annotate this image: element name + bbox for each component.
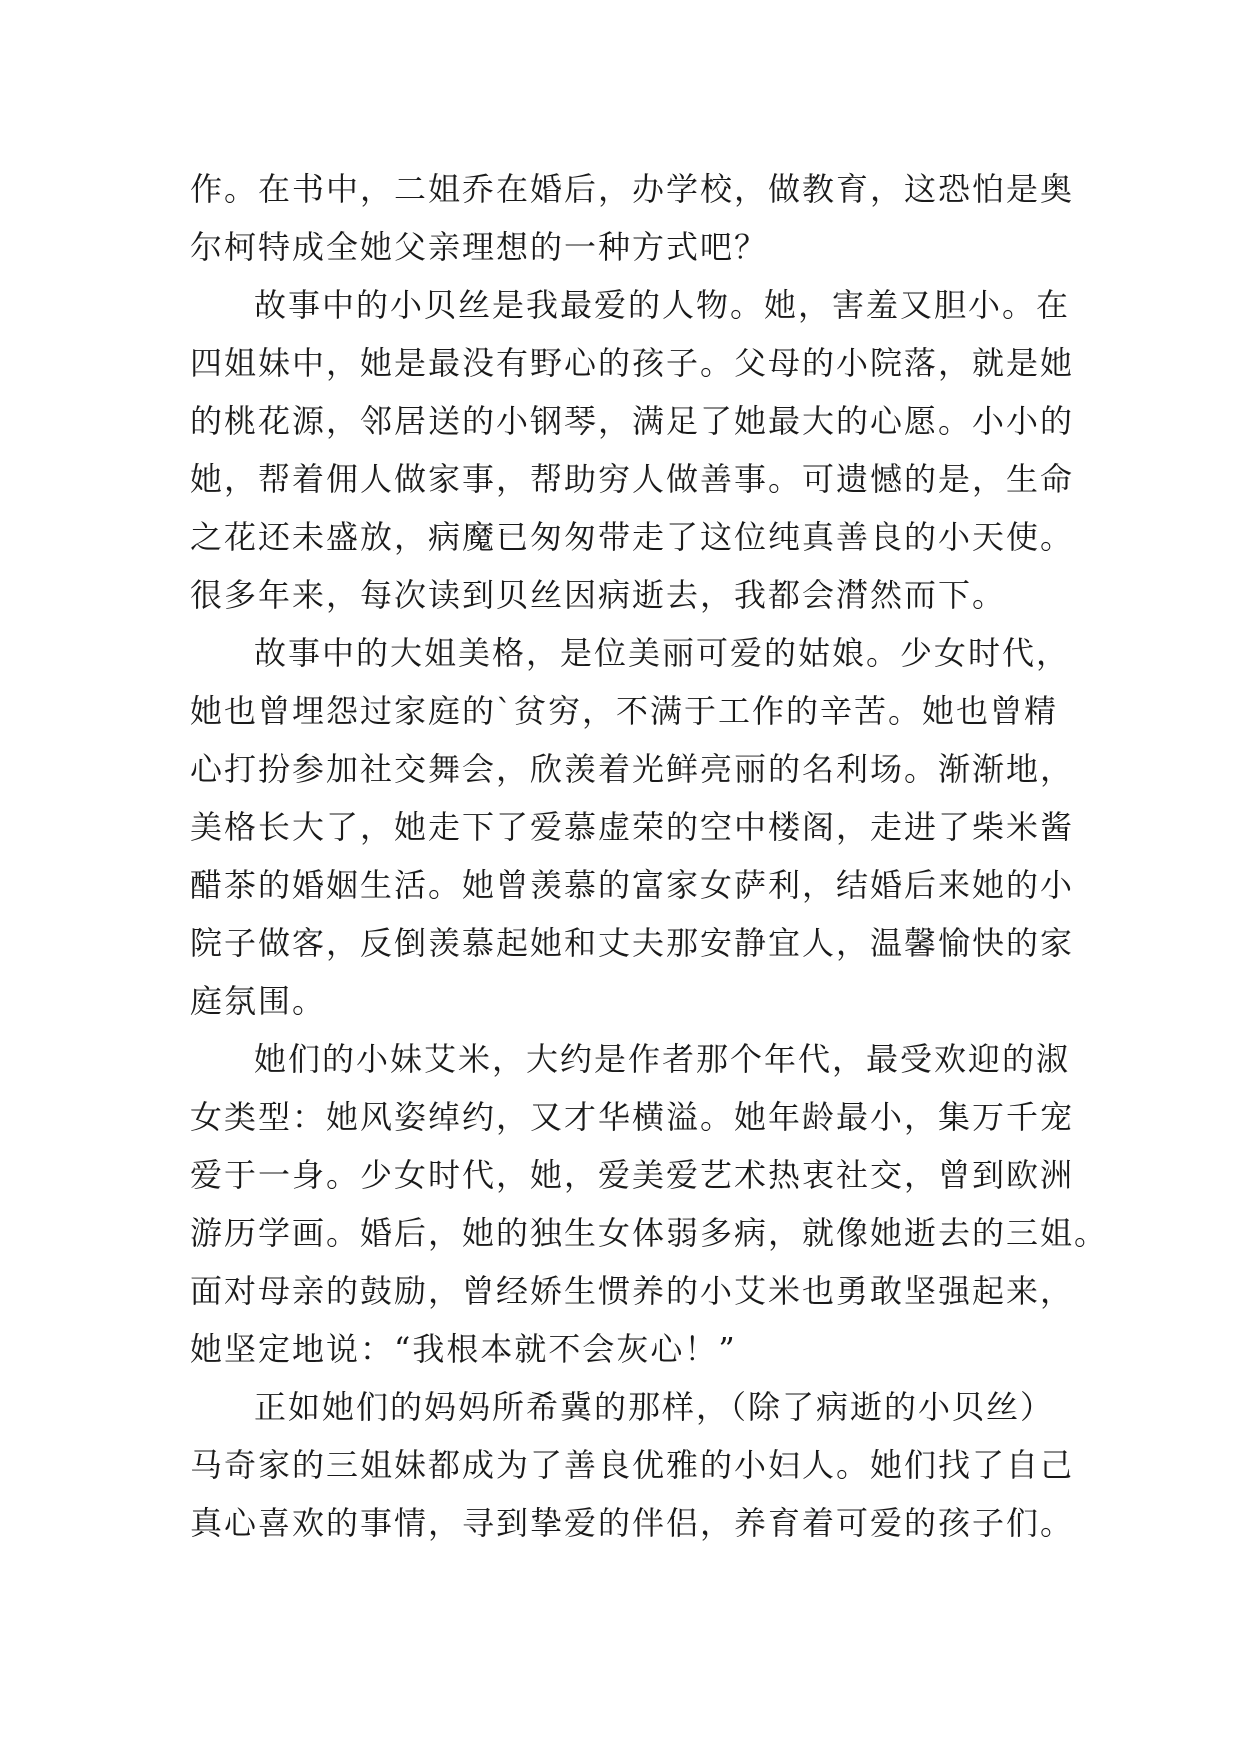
text-line: 心打扮参加社交舞会，欣羡着光鲜亮丽的名利场。渐渐地，	[190, 750, 1075, 788]
text-line: 故事中的小贝丝是我最爱的人物。她，害羞又胆小。在	[254, 286, 1071, 324]
text-line: 真心喜欢的事情，寻到挚爱的伴侣，养育着可爱的孩子们。	[190, 1504, 1075, 1542]
document-body	[190, 160, 1109, 1552]
text-line: 的桃花源，邻居送的小钢琴，满足了她最大的心愿。小小的	[190, 402, 1075, 440]
text-line: 她也曾埋怨过家庭的`贫穷，不满于工作的辛苦。她也曾精	[190, 692, 1059, 730]
text-line: 庭氛围。	[190, 982, 327, 1020]
text-line: 美格长大了，她走下了爱慕虚荣的空中楼阁，走进了柴米酱	[190, 808, 1075, 846]
text-line: 之花还未盛放，病魔已匆匆带走了这位纯真善良的小天使。	[190, 518, 1075, 556]
text-line: 正如她们的妈妈所希冀的那样，（除了病逝的小贝丝）	[254, 1388, 1055, 1426]
text-line: 四姐妹中，她是最没有野心的孩子。父母的小院落，就是她	[190, 344, 1075, 382]
text-line: 马奇家的三姐妹都成为了善良优雅的小妇人。她们找了自己	[190, 1446, 1075, 1484]
text-line: 很多年来，每次读到贝丝因病逝去，我都会潸然而下。	[190, 576, 1007, 614]
text-line: 她，帮着佣人做家事，帮助穷人做善事。可遗憾的是，生命	[190, 460, 1075, 498]
text-line: 她坚定地说：“我根本就不会灰心！”	[190, 1330, 737, 1368]
text-line: 院子做客，反倒羡慕起她和丈夫那安静宜人，温馨愉快的家	[190, 924, 1075, 962]
text-line: 游历学画。婚后，她的独生女体弱多病，就像她逝去的三姐。	[190, 1214, 1109, 1252]
text-line: 故事中的大姐美格，是位美丽可爱的姑娘。少女时代，	[254, 634, 1071, 672]
text-line: 女类型：她风姿绰约，又才华横溢。她年龄最小，集万千宠	[190, 1098, 1075, 1136]
text-line: 醋茶的婚姻生活。她曾羡慕的富家女萨利，结婚后来她的小	[190, 866, 1075, 904]
text-line: 她们的小妹艾米，大约是作者那个年代，最受欢迎的淑	[254, 1040, 1071, 1078]
text-line: 面对母亲的鼓励，曾经娇生惯养的小艾米也勇敢坚强起来，	[190, 1272, 1075, 1310]
text-line: 尔柯特成全她父亲理想的一种方式吧？	[190, 228, 769, 266]
text-line: 作。在书中，二姐乔在婚后，办学校，做教育，这恐怕是奥	[190, 170, 1075, 208]
text-line: 爱于一身。少女时代，她，爱美爱艺术热衷社交，曾到欧洲	[190, 1156, 1075, 1194]
